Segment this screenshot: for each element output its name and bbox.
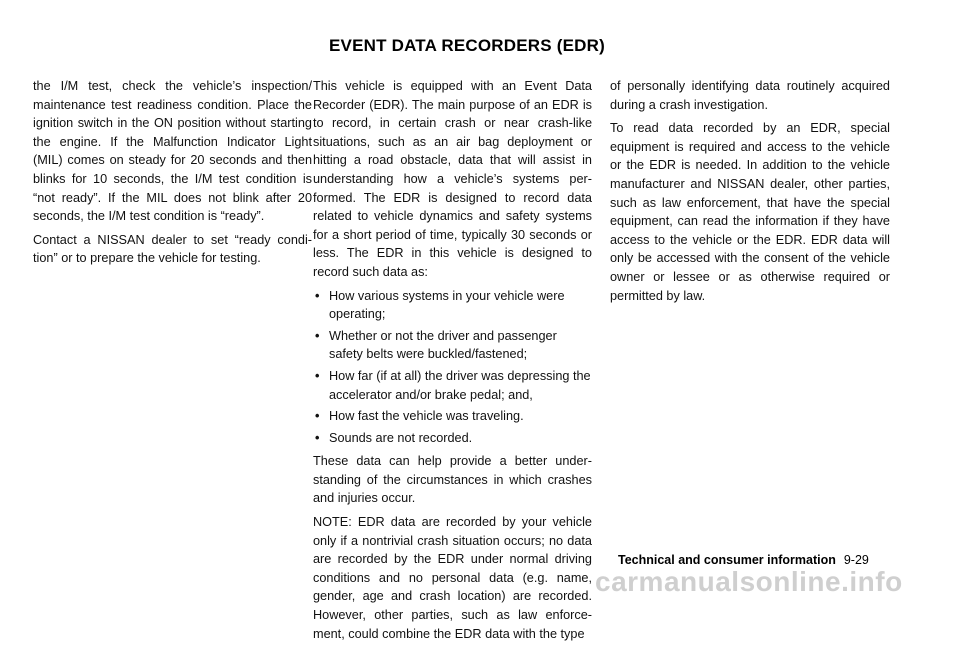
section-heading: EVENT DATA RECORDERS (EDR) (329, 36, 605, 55)
list-item-text: Whether or not the driver and passenger safety belts were buckled/fastened; (329, 328, 557, 362)
paragraph: of personally identifying data routinely acquired during a crash investigation. (610, 79, 890, 112)
list-item (313, 287, 592, 324)
left-column (33, 77, 312, 273)
paragraph: the I/M test, check the vehicle’s inspection/ maintenance test readiness condition. Place the ignition switch in the ON position without starting the engine. If the Malfunction Indicator Light (MIL) comes on steady for 20 seconds and then blinks for 10 seconds, the I/M test condition is “not ready”. If the MIL does not blink after 20 seconds, the I/M test condition is “ready”. (33, 79, 312, 224)
page-number: 9-29 (843, 553, 869, 567)
list-item (313, 327, 592, 364)
footer-section-title: Technical and consumer information (618, 553, 836, 567)
bullet-icon: • (315, 409, 320, 424)
watermark: carmanualsonline.info (595, 566, 903, 597)
paragraph: To read data recorded by an EDR, special equipment is required and access to the vehicle or the EDR is needed. In addition to the vehicle manufacturer and NISSAN dealer, other parties, such as law enforcement, that have the special equipment, can read the information if they have access to the vehicle or the EDR. EDR data will only be accessed with the consent of the vehicle owner or lessee or as otherwise required or permitted by law. (610, 121, 890, 303)
paragraph-intro: This vehicle is equipped with an Event Data Recorder (EDR). The main purpose of an EDR is to record, in certain crash or near crash-like situations, such as an air bag deployment or hitting a road obstacle, data that will assist in understanding how a vehicle’s systems per- formed. The EDR is designed to record data related to vehicle dynamics and safety systems for a short period of time, typically 30 seconds or less. The EDR in this vehicle is designed to record such data as: (313, 79, 592, 279)
list-item (313, 407, 592, 426)
bullet-list (313, 287, 592, 448)
page-footer (618, 553, 869, 567)
list-item (313, 429, 592, 448)
right-column (610, 77, 890, 310)
note-paragraph: NOTE: EDR data are recorded by your vehicle only if a nontrivial crash situation occurs; no data are recorded by the EDR under normal driving conditions and no personal data (e.g. name, gender, age and crash location) are recorded. However, other parties, such as law enforce- ment, could combine the EDR data with the type (313, 515, 592, 641)
list-item-text: How far (if at all) the driver was depressing the accelerator and/or brake pedal; and, (329, 368, 591, 402)
middle-column (313, 77, 592, 648)
bullet-icon: • (315, 430, 320, 445)
list-item-text: How various systems in your vehicle were operating; (329, 288, 565, 322)
list-item-text: Sounds are not recorded. (329, 430, 473, 445)
list-item-text: How fast the vehicle was traveling. (329, 409, 524, 424)
list-item (313, 367, 592, 404)
bullet-icon: • (315, 288, 320, 303)
paragraph: These data can help provide a better under- standing of the circumstances in which crashes and injuries occur. (313, 454, 592, 506)
paragraph: Contact a NISSAN dealer to set “ready condi- tion” or to prepare the vehicle for testing. (33, 232, 312, 266)
bullet-icon: • (315, 368, 320, 383)
bullet-icon: • (315, 328, 320, 343)
